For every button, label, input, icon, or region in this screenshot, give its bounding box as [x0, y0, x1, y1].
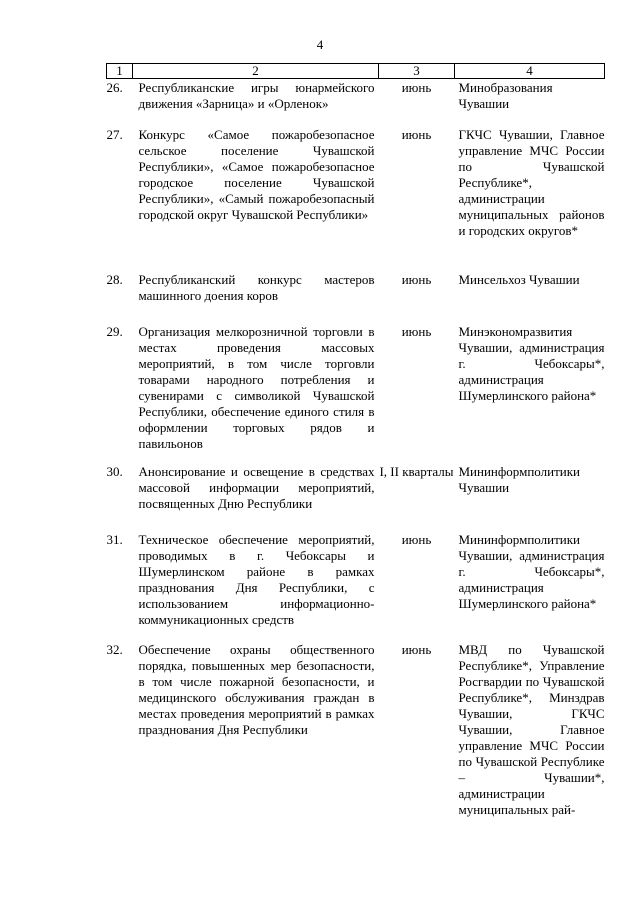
event-term: июнь	[401, 641, 432, 657]
events-table	[106, 63, 605, 862]
event-responsible: Минобразования Чувашии	[458, 80, 553, 111]
header-col-2: 2	[133, 64, 379, 79]
event-responsible: Мининформполитики Чувашии	[458, 463, 580, 495]
table-row	[107, 272, 605, 324]
header-col-3: 3	[379, 64, 455, 79]
header-col-1: 1	[107, 64, 133, 79]
table-row	[107, 642, 605, 862]
row-number: 29.	[106, 323, 123, 339]
event-term: июнь	[401, 126, 432, 142]
table-row	[107, 324, 605, 464]
event-description: Анонсирование и освещение в средствах массовой информации мероприятий, посвященных Дню Республики	[138, 463, 375, 511]
event-description: Организация мелкорозничной торговли в местах проведения массовых мероприятий, в том числе торговли товарами народного потребления и сувенирами с символикой Чувашской Республики, обеспечение единого стиля в оформлении торговых рядов и павильонов	[138, 323, 375, 451]
row-number: 32.	[106, 641, 123, 657]
event-description: Техническое обеспечение мероприятий, проводимых в г. Чебоксары и Шумерлинском районе в рамках празднования Дня Республики, с использованием информационно-коммуникационных средств	[138, 531, 375, 627]
event-description: Обеспечение охраны общественного порядка, повышенных мер безопасности, в том числе пожарной безопасности, и медицинского обслуживания граждан в местах проведения мероприятий в рамках празднования Дня Республики	[138, 641, 375, 737]
table-row	[107, 464, 605, 532]
event-responsible: Минэкономразвития Чувашии, администрация г. Чебоксары*, администрация Шумерлинского района*	[458, 323, 605, 403]
event-term: июнь	[401, 531, 432, 547]
row-number: 26.	[106, 80, 123, 95]
table-row	[107, 79, 605, 127]
event-description: Конкурс «Самое пожаробезопасное сельское поселение Чувашской Республики», «Самое пожаробезопасное городское поселение Чувашской Республики», «Самый пожаробезопасный городской округ Чувашской Республики»	[138, 126, 375, 222]
event-responsible: Мининформполитики Чувашии, администрация г. Чебоксары*, администрация Шумерлинского района*	[458, 531, 605, 611]
event-responsible: МВД по Чувашской Республике*, Управление Росгвардии по Чувашской Республике*, Минздрав Чувашии, ГКЧС Чувашии, Главное управление МЧС России по Чувашской Республике – Чувашии*, администрации муниципальных рай-	[458, 641, 605, 817]
page-number: 4	[316, 37, 324, 52]
event-description: Республиканский конкурс мастеров машинного доения коров	[138, 271, 375, 303]
header-row	[107, 64, 605, 79]
table-row	[107, 532, 605, 642]
row-number: 28.	[106, 271, 123, 287]
event-term: июнь	[401, 80, 432, 95]
row-number: 30.	[106, 463, 123, 479]
table-row	[107, 127, 605, 272]
row-number: 31.	[106, 531, 123, 547]
event-description: Республиканские игры юнармейского движения «Зарница» и «Орленок»	[138, 80, 375, 111]
event-term: I, II кварталы	[379, 463, 454, 479]
event-responsible: Минсельхоз Чувашии	[458, 271, 580, 287]
row-number: 27.	[106, 126, 123, 142]
header-col-4: 4	[455, 64, 605, 79]
event-term: июнь	[401, 271, 432, 287]
event-responsible: ГКЧС Чувашии, Главное управление МЧС России по Чувашской Республике*, администрации муниципальных районов и городских округов*	[458, 126, 605, 238]
event-term: июнь	[401, 323, 432, 339]
